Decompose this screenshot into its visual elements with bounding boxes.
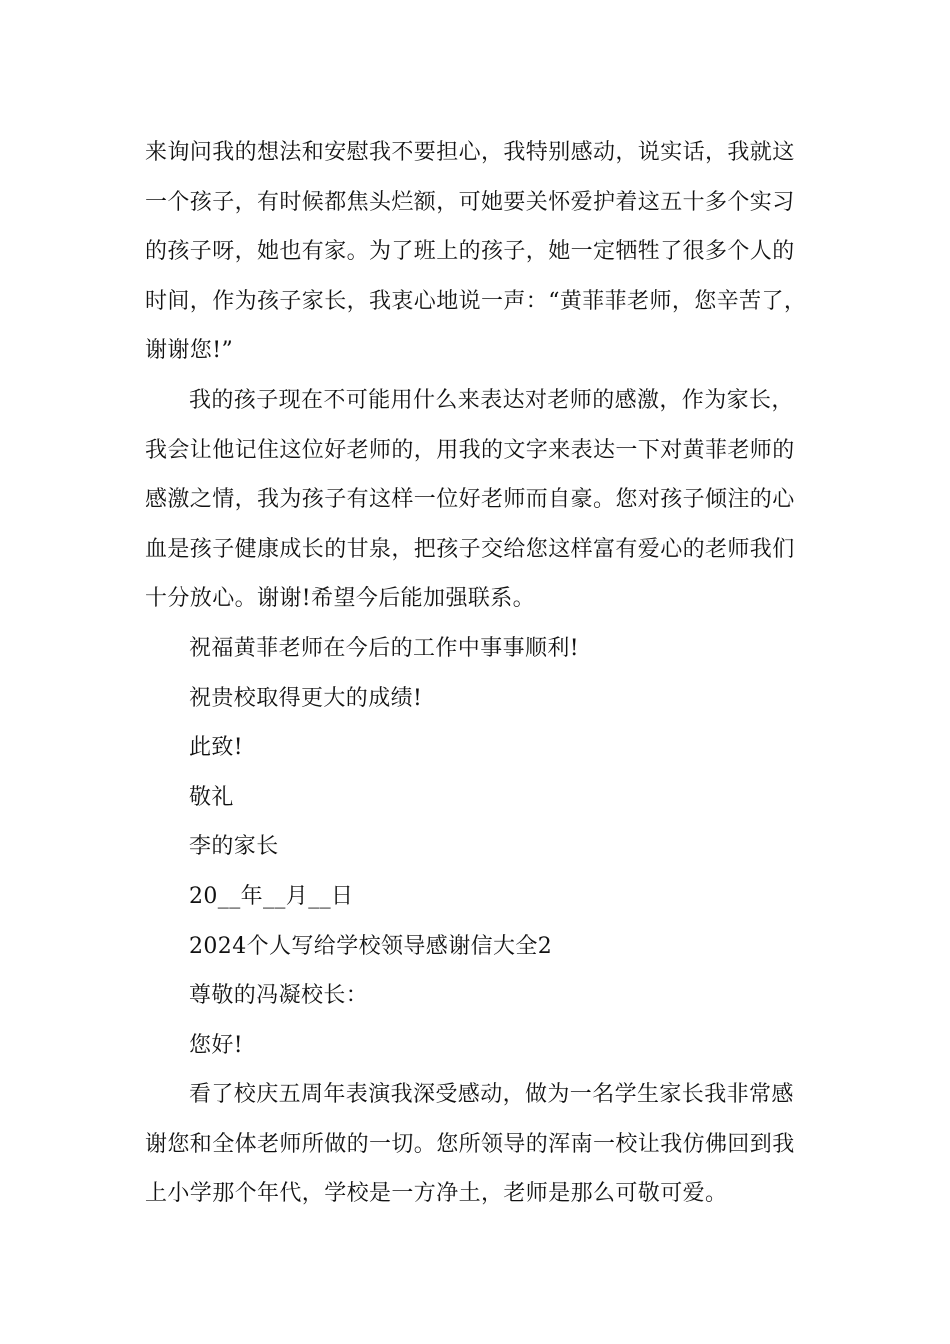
greeting: 您好! <box>189 1032 244 1058</box>
wish-line-2: 祝贵校取得更大的成绩! <box>189 685 423 711</box>
paragraph-3-line-3: 上小学那个年代，学校是一方净土，老师是那么可敬可爱。 <box>145 1181 728 1207</box>
paragraph-1-line-5: 谢谢您!” <box>145 338 234 364</box>
paragraph-2-line-3: 感激之情，我为孩子有这样一位好老师而自豪。您对孩子倾注的心 <box>145 487 795 513</box>
salutation: 尊敬的冯凝校长： <box>189 983 369 1009</box>
closing-line-2: 敬礼 <box>189 784 234 810</box>
paragraph-2-line-1: 我的孩子现在不可能用什么来表达对老师的感激，作为家长， <box>189 387 794 413</box>
date-line: 20__年__月__日 <box>189 883 354 909</box>
signature: 李的家长 <box>189 834 279 860</box>
paragraph-3-line-2: 谢您和全体老师所做的一切。您所领导的浑南一校让我仿佛回到我 <box>145 1131 795 1157</box>
letter-body <box>145 128 825 1219</box>
closing-line-1: 此致! <box>189 735 244 761</box>
paragraph-1-line-2: 一个孩子，有时候都焦头烂额，可她要关怀爱护着这五十多个实习 <box>145 189 795 215</box>
paragraph-2-line-5: 十分放心。谢谢!希望今后能加强联系。 <box>145 586 536 612</box>
paragraph-2-line-4: 血是孩子健康成长的甘泉，把孩子交给您这样富有爱心的老师我们 <box>145 536 795 562</box>
paragraph-3-line-1: 看了校庆五周年表演我深受感动，做为一名学生家长我非常感 <box>189 1082 794 1108</box>
paragraph-2-line-2: 我会让他记住这位好老师的，用我的文字来表达一下对黄菲老师的 <box>145 437 795 463</box>
paragraph-1-line-3: 的孩子呀，她也有家。为了班上的孩子，她一定牺牲了很多个人的 <box>145 239 795 265</box>
paragraph-1-line-4: 时间，作为孩子家长，我衷心地说一声：“黄菲菲老师，您辛苦了， <box>145 288 807 314</box>
paragraph-1-line-1: 来询问我的想法和安慰我不要担心，我特别感动，说实话，我就这 <box>145 140 795 165</box>
wish-line-1: 祝福黄菲老师在今后的工作中事事顺利! <box>189 635 580 661</box>
section-heading: 2024个人写给学校领导感谢信大全2 <box>189 933 553 959</box>
